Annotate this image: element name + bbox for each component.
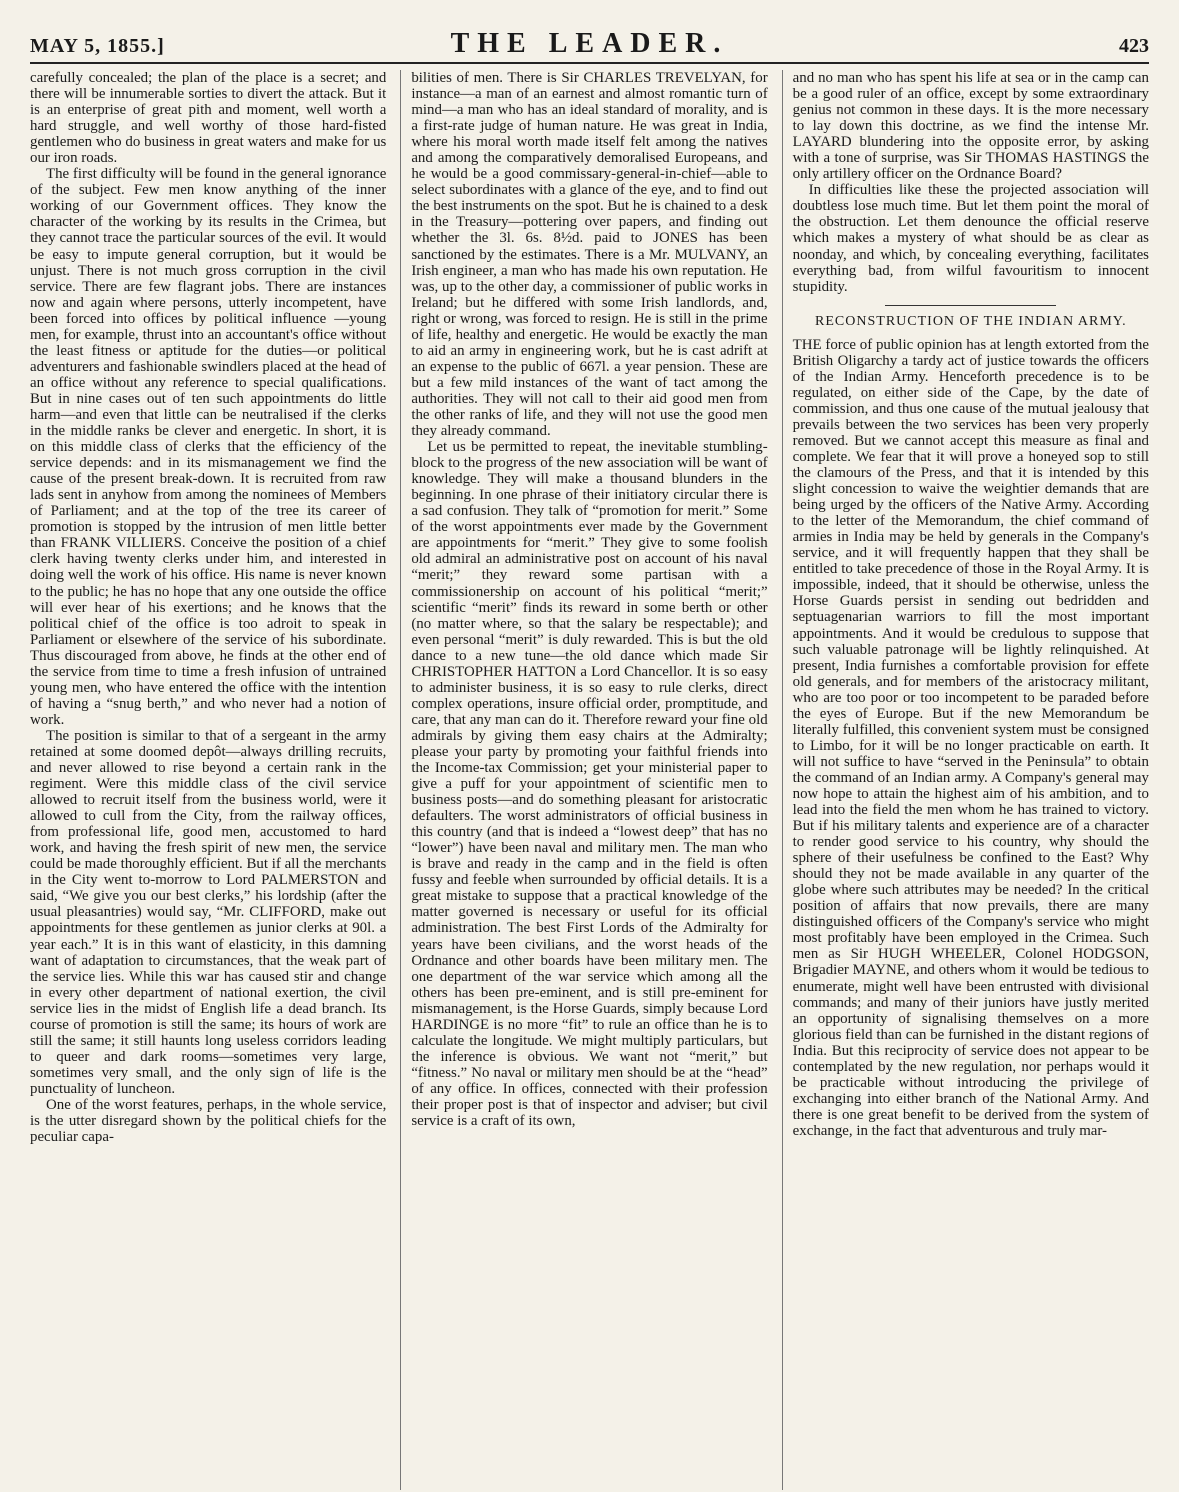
- column-1: [30, 70, 386, 1490]
- masthead-title: THE LEADER.: [450, 28, 729, 59]
- issue-date: MAY 5, 1855.]: [30, 35, 165, 57]
- page-header: [30, 22, 1149, 64]
- article-columns: [30, 70, 1149, 1490]
- column-3-paragraph: and no man who has spent his life at sea or in the camp can be a good ruler of an office, except by some extraordinary genius not common in these days. It is the more necessary to lay down this doctrine, as we find the intense Mr. LAYARD blundering into the opposite error, by asking with a tone of surprise, was Sir THOMAS HASTINGS the only artillery officer on the Ordnance Board?: [792, 70, 1149, 183]
- column-1-paragraph: The first difficulty will be found in the general ignorance of the subject. Few men know anything of the inner working of our Government offices. They know the character of the working by its results in the Crimea, but they cannot trace the particular sources of the evil. It would be easy to impute general corruption, but it would be unjust. There is not much gross corruption in the civil service. There are few flagrant jobs. There are instances now and again where persons, utterly incompetent, have been forced into offices by political influence —young men, for example, thrust into an accountant's office without the least fitness or aptitude for the duties—or political adventurers and fashionable swindlers placed at the head of an office without any reference to special qualifications. But in nine cases out of ten such appointments do little harm—and even that little can be neutralised if the clerks in the middle ranks be clever and energetic. In short, it is on this middle class of clerks that the efficiency of the service depends: and in its mismanagement we find the cause of the present break-down. It is recruited from raw lads sent in anyhow from among the nominees of Members of Parliament; and at the top of the tree its career of promotion is stopped by the intrusion of men little better than FRANK VILLIERS. Conceive the position of a chief clerk having twenty clerks under him, and interested in doing well the work of his office. His name is never known to the public; he has no hope that any one outside the office will ever hear of his exertions; and he knows that the political chief of the office is too adroit to speak in Parliament or elsewhere of the service of his subordinate. Thus discouraged from above, he finds at the other end of the service from time to time a fresh infusion of untrained young men, who have entered the office with the intention of having a “snug berth,” and who never had a notion of work.: [30, 166, 387, 728]
- column-3-paragraph: THE force of public opinion has at length extorted from the British Oligarchy a tardy act of justice towards the officers of the Indian Army. Henceforth precedence is to be regulated, on either side of the Cape, by the date of commission, and thus one cause of the mutual jealousy that prevails between the two services has been very properly removed. But we cannot accept this measure as final and complete. We fear that it will prove a honeyed sop to still the clamours of the Press, and that it is intended by this slight concession to waive the weightier demands that are being urged by the officers of the Native Army. According to the letter of the Memorandum, the chief command of armies in India may be held by generals in the Company's service, and it will frequently happen that they shall be entitled to take precedence of those in the Royal Army. It is impossible, indeed, that it should be otherwise, unless the Horse Guards persist in sending out bedridden and septuagenarian warriors to fill the most important appointments. And it would be credulous to suppose that such valuable patronage will be lightly relinquished. At present, India furnishes a comfortable provision for effete old generals, and for members of the aristocracy militant, who are too poor or too incompetent to be paraded before the eyes of Europe. But if the new Memorandum be literally fulfilled, this convenient system must be consigned to Limbo, for it will be no longer practicable on earth. It will not suffice to have “served in the Peninsula” to obtain the command of an Indian army. A Company's general may now hope to attain the highest aim of his ambition, and to lead into the field the men whom he has trained to victory. But if his military talents and experience are of a character to render good service to his country, why should the sphere of their usefulness be confined to the East? Why should they not be made available in any quarter of the globe where such attributes may be needed? In the critical position of affairs that now prevails, there are many distinguished officers of the Company's service who might most profitably have been employed in the Crimea. Such men as Sir HUGH WHEELER, Colonel HODGSON, Brigadier MAYNE, and others whom it would be tedious to enumerate, might well have been entrusted with divisional commands; and many of their juniors have justly merited an opportunity of signalising themselves on a more glorious field than can be furnished in the distant regions of India. But this reciprocity of service does not appear to be contemplated by the new regulation, nor perhaps would it be practicable without introducing the privilege of exchanging into either branch of the National Army. And there is one great benefit to be derived from the system of exchange, in the fact that adventurous and truly mar-: [792, 336, 1149, 1139]
- column-3: [782, 70, 1149, 1490]
- column-2-paragraph: Let us be permitted to repeat, the inevitable stumbling-block to the progress of the new association will be want of knowledge. They will make a thousand blunders in the beginning. In one phrase of their initiatory circular there is a sad confusion. They talk of “promotion for merit.” Some of the worst appointments ever made by the Government are appointments for “merit.” They give to some foolish old admiral an administrative post on account of his naval “merit;” they reward some partisan with a commissionership on account of his political “merit;” scientific “merit” finds its reward in some berth or other (no matter where, so that the salary be respectable); and even personal “merit” is duly rewarded. This is but the old dance to a new tune—the old dance which made Sir CHRISTOPHER HATTON a Lord Chancellor. It is so easy to administer business, it is so easy to rule clerks, direct complex operations, insure official order, promptitude, and care, that any man can do it. Therefore reward your fine old admirals by giving them easy chairs at the Admiralty; please your party by promoting your faithful friends into the Income-tax Commission; get your ministerial paper to give a puff for your appointment of scientific men to business posts—and do something pleasant for aristocratic defaulters. The worst administrators of official business in this country (and that is indeed a “lowest deep” that has no “lower”) have been naval and military men. The man who is brave and ready in the camp and in the field is often fussy and feeble when surrounded by official details. It is a great mistake to suppose that a practical knowledge of the matter governed is necessary or useful for its official administration. The best First Lords of the Admiralty for years have been civilians, and the worst heads of the Ordnance and other boards have been military men. The one department of the war service which among all the others has been pre-eminent, and is still pre-eminent for mismanagement, is the Horse Guards, simply because Lord HARDINGE is no more “fit” to rule an office than he is to calculate the longitude. We might multiply particulars, but the inference is obvious. We want not “merit,” but “fitness.” No naval or military men should be at the “head” of any office. In offices, connected with their profession their proper post is that of inspector and adviser; but civil service is a craft of its own,: [411, 439, 768, 1130]
- column-2-paragraph: bilities of men. There is Sir CHARLES TREVELYAN, for instance—a man of an earnest and almost romantic turn of mind—a man who has an ideal standard of morality, and is a first-rate judge of human nature. He was great in India, where his moral worth made itself felt among the natives and among the comparatively demoralised Europeans, and he would be a good commissary-general-in-chief—able to select subordinates with a glance of the eye, and to find out the best instruments on the spot. But he is chained to a desk in the Treasury—pottering over papers, and finding out whether the 3l. 6s. 8½d. paid to JONES has been sanctioned by the estimates. There is a Mr. MULVANY, an Irish engineer, a man who has made his own reputation. He was, up to the other day, a commissioner of public works in Ireland; but he differed with some Irish landlords, and, right or wrong, was forced to resign. He is still in the prime of life, healthy and energetic. He would be exactly the man to aid an army in engineering work, but he is cast adrift at an expense to the public of 667l. a year pension. These are but a few mild instances of the want of tact among the authorities. They will not call to their aid good men from the other ranks of life, and they will not use the good men they already command.: [411, 70, 768, 440]
- column-1-paragraph: The position is similar to that of a sergeant in the army retained at some doomed depôt—always drilling recruits, and never allowed to rise beyond a certain rank in the regiment. Were this middle class of the civil service allowed to recruit itself from the business world, were it allowed to cull from the City, from the railway offices, from professional life, good men, accustomed to hard work, and having the fresh spirit of new men, the service could be made thoroughly efficient. But if all the merchants in the City went to-morrow to Lord PALMERSTON and said, “We give you our best clerks,” his lordship (after the usual pleasantries) would say, “Mr. CLIFFORD, make out appointments for these gentlemen as junior clerks at 90l. a year each.” It is in this want of elasticity, in this damning want of adaptation to circumstances, that the weak part of the service lies. While this war has caused stir and change in every other department of national exertion, the civil service lies in the midst of English life a dead branch. Its course of promotion is still the same; its hours of work are still the same; it still haunts long useless corridors leading to queer and dark rooms—sometimes very large, sometimes very small, and the only sign of life is the punctuality of luncheon.: [30, 727, 387, 1097]
- article-heading: RECONSTRUCTION OF THE INDIAN ARMY.: [815, 313, 1127, 329]
- column-1-paragraph: One of the worst features, perhaps, in the whole service, is the utter disregard shown by the political chiefs for the peculiar capa-: [30, 1097, 387, 1146]
- column-3-paragraph: In difficulties like these the projected association will doubtless lose much time. But let them point the moral of the obstruction. Let them denounce the official reserve which makes a mystery of what should be as clear as noonday, and which, by concealing everything, facilitates everything bad, from wilful favouritism to innocent stupidity.: [792, 182, 1149, 295]
- page-number: 423: [1119, 35, 1149, 57]
- column-2: [400, 70, 767, 1490]
- section-divider: [885, 305, 1056, 306]
- column-1-paragraph: carefully concealed; the plan of the place is a secret; and there will be innumerable sorties to divert the attack. But it is an enterprise of great pith and moment, well worth a hard struggle, and well worthy of those hard-fisted gentlemen who do business in great waters and make for us our iron roads.: [30, 70, 387, 167]
